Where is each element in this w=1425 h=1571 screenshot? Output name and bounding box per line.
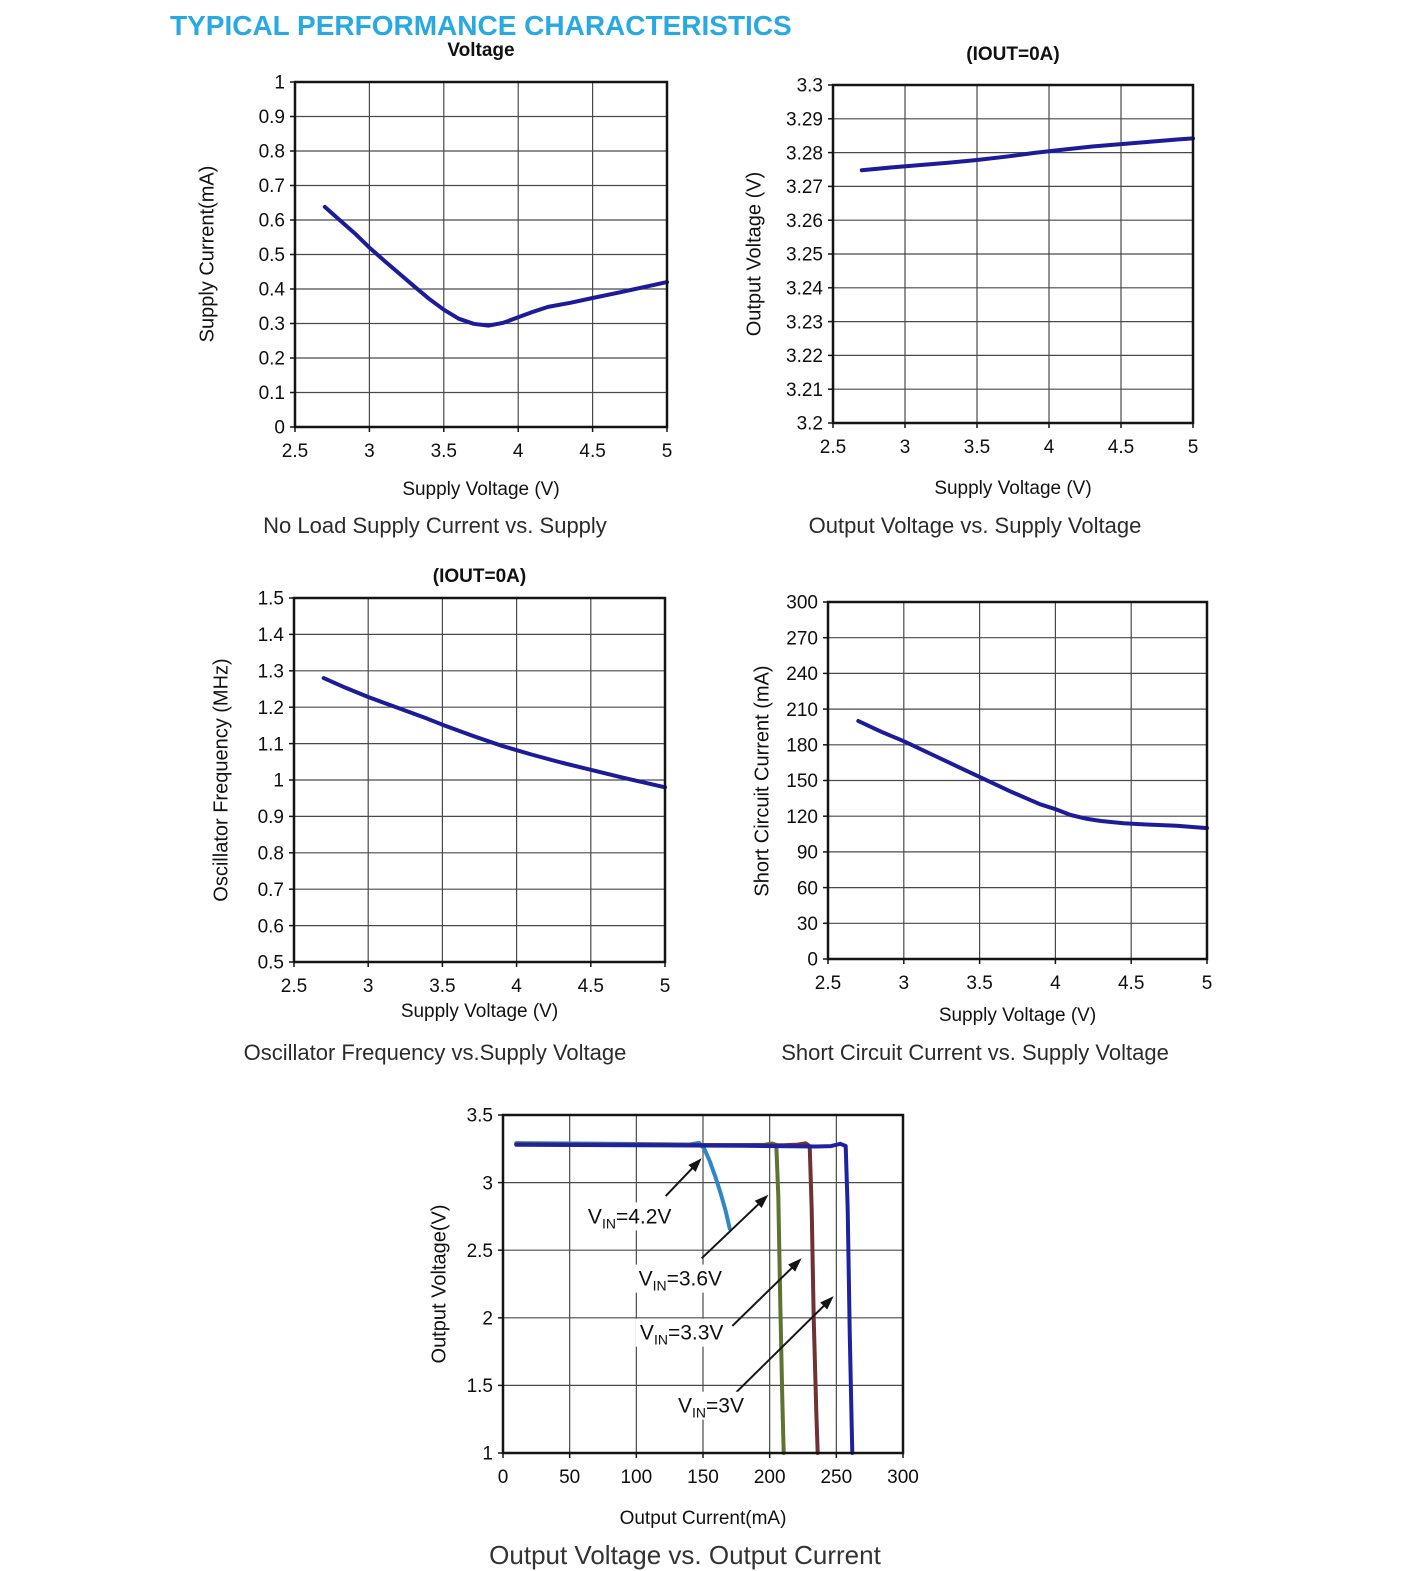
chart-title: Voltage xyxy=(447,40,515,61)
svg-text:4.5: 4.5 xyxy=(579,441,606,462)
svg-text:3.5: 3.5 xyxy=(966,973,993,994)
chart-caption: Output Voltage vs. Output Current xyxy=(489,1540,881,1570)
svg-text:3.25: 3.25 xyxy=(786,244,823,266)
svg-text:3: 3 xyxy=(898,973,910,994)
svg-text:5: 5 xyxy=(1201,973,1213,994)
svg-text:VIN=3V: $V_{IN}=3V$ xyxy=(678,1394,744,1421)
svg-text:60: 60 xyxy=(796,878,818,900)
svg-text:3.27: 3.27 xyxy=(786,177,823,199)
svg-text:3.24: 3.24 xyxy=(786,278,823,300)
svg-text:200: 200 xyxy=(753,1467,786,1488)
svg-text:3.5: 3.5 xyxy=(963,437,991,458)
svg-text:1.1: 1.1 xyxy=(257,734,284,756)
chart-caption: No Load Supply Current vs. Supply xyxy=(263,513,607,538)
svg-text:4.5: 4.5 xyxy=(1117,973,1145,994)
svg-text:VIN=4.2V: $V_{IN}=4.2V$ xyxy=(587,1205,672,1232)
plot-area xyxy=(710,38,1240,543)
svg-text:150: 150 xyxy=(786,771,818,793)
svg-text:50: 50 xyxy=(559,1467,581,1488)
svg-text:3: 3 xyxy=(364,441,375,462)
svg-text:5: 5 xyxy=(661,441,673,462)
svg-text:250: 250 xyxy=(820,1467,853,1488)
plot-area xyxy=(710,555,1240,1075)
svg-text:90: 90 xyxy=(796,842,818,864)
svg-text:4: 4 xyxy=(511,976,522,997)
svg-text:4: 4 xyxy=(512,441,524,462)
svg-text:1: 1 xyxy=(482,1443,493,1465)
svg-text:3.5: 3.5 xyxy=(430,441,458,462)
svg-text:0.4: 0.4 xyxy=(258,279,285,301)
svg-text:3.2: 3.2 xyxy=(796,413,823,435)
svg-text:0.8: 0.8 xyxy=(257,843,284,865)
plot-area xyxy=(395,1090,975,1571)
svg-text:3.5: 3.5 xyxy=(466,1105,493,1127)
svg-text:0: 0 xyxy=(274,417,285,439)
svg-text:2.5: 2.5 xyxy=(281,441,309,462)
svg-text:3.23: 3.23 xyxy=(786,312,823,334)
x-axis-title: Supply Voltage (V) xyxy=(934,478,1092,499)
svg-text:3: 3 xyxy=(899,437,911,458)
svg-text:3.22: 3.22 xyxy=(786,346,823,368)
svg-text:180: 180 xyxy=(786,735,818,757)
chart-output-voltage-vs-supply xyxy=(710,38,1240,543)
svg-text:150: 150 xyxy=(687,1467,719,1488)
svg-text:3.3: 3.3 xyxy=(796,75,823,97)
y-axis-title: Output Voltage (V) xyxy=(743,171,766,337)
svg-text:300: 300 xyxy=(887,1467,919,1488)
svg-text:4.5: 4.5 xyxy=(577,976,605,997)
svg-text:0.6: 0.6 xyxy=(257,916,284,938)
y-axis-title: Oscillator Frequency (MHz) xyxy=(210,658,233,902)
svg-text:0.8: 0.8 xyxy=(258,141,285,163)
svg-text:3.28: 3.28 xyxy=(786,143,823,165)
svg-text:0.7: 0.7 xyxy=(257,879,284,901)
chart-no-load-supply-current xyxy=(170,38,700,543)
plot-area xyxy=(170,555,700,1075)
svg-text:5: 5 xyxy=(1187,437,1199,458)
svg-text:120: 120 xyxy=(786,806,818,828)
svg-text:0.9: 0.9 xyxy=(258,107,285,129)
svg-text:100: 100 xyxy=(620,1467,653,1488)
svg-text:0.3: 0.3 xyxy=(258,314,285,336)
svg-text:3.29: 3.29 xyxy=(786,109,823,131)
svg-text:VIN=3.6V: $V_{IN}=3.6V$ xyxy=(638,1267,723,1294)
svg-text:0.1: 0.1 xyxy=(258,383,285,405)
svg-text:5: 5 xyxy=(659,976,671,997)
x-axis-title: Supply Voltage (V) xyxy=(938,1005,1097,1026)
svg-text:240: 240 xyxy=(786,664,818,686)
y-axis-title: Output Voltage(V) xyxy=(428,1204,451,1364)
svg-text:0.2: 0.2 xyxy=(258,348,285,370)
chart-caption: Short Circuit Current vs. Supply Voltage xyxy=(781,1040,1169,1065)
svg-text:30: 30 xyxy=(796,913,818,935)
svg-text:2: 2 xyxy=(482,1308,493,1330)
svg-text:1.3: 1.3 xyxy=(257,661,284,683)
svg-text:0: 0 xyxy=(807,949,818,971)
svg-text:300: 300 xyxy=(786,592,818,614)
x-axis-title: Supply Voltage (V) xyxy=(402,479,560,500)
svg-text:0: 0 xyxy=(497,1467,509,1488)
svg-text:1: 1 xyxy=(273,770,284,792)
svg-text:2.5: 2.5 xyxy=(280,976,308,997)
svg-text:0.6: 0.6 xyxy=(258,210,285,232)
chart-short-circuit-current xyxy=(710,555,1240,1075)
chart-output-voltage-vs-output-current xyxy=(395,1090,975,1571)
chart-caption: Oscillator Frequency vs.Supply Voltage xyxy=(243,1040,627,1065)
svg-text:3.5: 3.5 xyxy=(429,976,456,997)
svg-text:1.4: 1.4 xyxy=(257,625,284,647)
svg-text:270: 270 xyxy=(786,628,818,650)
plot-area xyxy=(170,38,700,543)
svg-text:1.5: 1.5 xyxy=(257,588,284,610)
y-axis-title: Short Circuit Current (mA) xyxy=(751,665,774,897)
chart-oscillator-frequency xyxy=(170,555,700,1075)
x-axis-title: Supply Voltage (V) xyxy=(400,1001,559,1022)
svg-text:2.5: 2.5 xyxy=(814,973,842,994)
svg-text:0.7: 0.7 xyxy=(258,176,285,198)
svg-text:1.2: 1.2 xyxy=(257,697,284,719)
svg-text:0.5: 0.5 xyxy=(257,952,284,974)
svg-text:VIN=3.3V: $V_{IN}=3.3V$ xyxy=(639,1321,724,1348)
svg-text:4.5: 4.5 xyxy=(1107,437,1135,458)
svg-text:3.21: 3.21 xyxy=(786,379,823,401)
chart-title: (IOUT=0A) xyxy=(432,566,527,587)
x-axis-title: Output Current(mA) xyxy=(619,1508,787,1529)
svg-text:2.5: 2.5 xyxy=(466,1240,493,1262)
svg-text:0.5: 0.5 xyxy=(258,245,285,267)
y-axis-title: Supply Current(mA) xyxy=(196,165,219,343)
svg-text:1: 1 xyxy=(274,72,285,94)
chart-title: (IOUT=0A) xyxy=(966,44,1060,65)
svg-text:2.5: 2.5 xyxy=(819,437,847,458)
chart-caption: Output Voltage vs. Supply Voltage xyxy=(808,513,1142,538)
svg-text:4: 4 xyxy=(1043,437,1055,458)
svg-text:3: 3 xyxy=(482,1173,493,1195)
svg-text:210: 210 xyxy=(786,699,818,721)
svg-text:4: 4 xyxy=(1050,973,1061,994)
svg-text:3: 3 xyxy=(362,976,374,997)
svg-text:1.5: 1.5 xyxy=(466,1376,493,1398)
page-title: TYPICAL PERFORMANCE CHARACTERISTICS xyxy=(170,10,792,41)
svg-text:0.9: 0.9 xyxy=(257,807,284,829)
svg-text:3.26: 3.26 xyxy=(786,210,823,232)
